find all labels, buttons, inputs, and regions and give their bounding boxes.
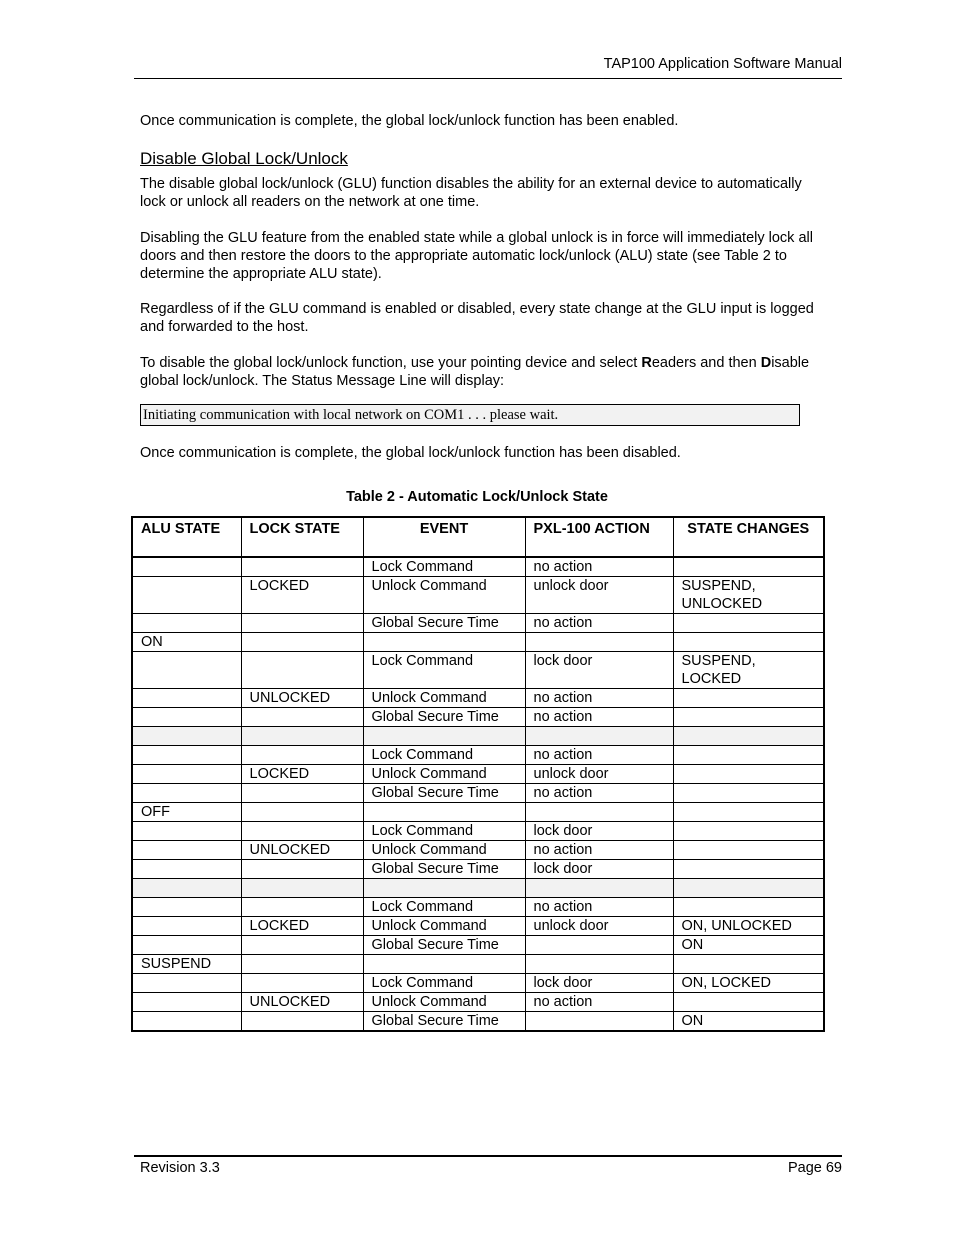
status-message-line: Initiating communication with local network on COM1 . . . please wait. — [140, 404, 800, 426]
state-changes-cell — [673, 557, 824, 577]
header-title: TAP100 Application Software Manual — [603, 56, 842, 72]
table-row — [132, 936, 824, 955]
alu-state-cell — [132, 898, 241, 917]
action-cell — [525, 633, 673, 652]
table-row — [132, 974, 824, 993]
action-cell — [525, 727, 673, 746]
state-changes-cell: ON — [673, 936, 824, 955]
lock-state-cell: UNLOCKED — [241, 689, 363, 708]
state-changes-cell — [673, 993, 824, 1012]
table-row — [132, 727, 824, 746]
paragraph-glu-description: The disable global lock/unlock (GLU) function disables the ability for an external device to automatically lock or unlock all readers on the network at one time. — [140, 176, 802, 210]
event-cell — [363, 633, 525, 652]
table-row — [132, 879, 824, 898]
lock-state-cell: LOCKED — [241, 765, 363, 784]
action-cell: lock door — [525, 974, 673, 993]
event-cell: Lock Command — [363, 822, 525, 841]
header-rule — [134, 78, 842, 79]
lock-state-cell — [241, 860, 363, 879]
event-cell: Unlock Command — [363, 765, 525, 784]
table-row — [132, 557, 824, 577]
paragraph-instructions — [140, 354, 830, 390]
action-cell: no action — [525, 708, 673, 727]
footer-rule — [134, 1155, 842, 1157]
alu-state-cell — [132, 784, 241, 803]
action-cell — [525, 1012, 673, 1032]
table-row — [132, 898, 824, 917]
lock-state-cell — [241, 633, 363, 652]
lock-state-cell — [241, 614, 363, 633]
action-cell: no action — [525, 993, 673, 1012]
lock-state-cell — [241, 746, 363, 765]
action-cell: unlock door — [525, 765, 673, 784]
alu-state-cell — [132, 557, 241, 577]
action-cell: no action — [525, 614, 673, 633]
event-cell: Lock Command — [363, 652, 525, 689]
event-cell: Unlock Command — [363, 993, 525, 1012]
action-cell — [525, 936, 673, 955]
table-row — [132, 633, 824, 652]
state-changes-cell: ON — [673, 1012, 824, 1032]
table-row — [132, 652, 824, 689]
state-changes-cell: SUSPEND, LOCKED — [673, 652, 824, 689]
lock-state-cell — [241, 784, 363, 803]
alu-state-cell: OFF — [132, 803, 241, 822]
alu-state-cell — [132, 879, 241, 898]
action-cell: lock door — [525, 822, 673, 841]
lock-state-cell: LOCKED — [241, 577, 363, 614]
action-cell: no action — [525, 689, 673, 708]
footer-revision: Revision 3.3 — [140, 1160, 220, 1176]
table-row — [132, 803, 824, 822]
event-cell: Global Secure Time — [363, 708, 525, 727]
table-row — [132, 917, 824, 936]
table-caption: Table 2 - Automatic Lock/Unlock State — [346, 489, 608, 505]
table-row — [132, 708, 824, 727]
event-cell: Global Secure Time — [363, 614, 525, 633]
table-row — [132, 577, 824, 614]
event-cell: Unlock Command — [363, 689, 525, 708]
alu-state-cell — [132, 765, 241, 784]
state-changes-cell — [673, 860, 824, 879]
action-cell: no action — [525, 784, 673, 803]
table-row — [132, 746, 824, 765]
state-changes-cell — [673, 633, 824, 652]
alu-state-table — [131, 516, 825, 1032]
event-cell: Unlock Command — [363, 577, 525, 614]
state-changes-cell — [673, 803, 824, 822]
table-row — [132, 841, 824, 860]
lock-state-cell — [241, 955, 363, 974]
table-row — [132, 955, 824, 974]
paragraph-disabled-confirmation: Once communication is complete, the global lock/unlock function has been disabled. — [140, 445, 681, 461]
table-row — [132, 1012, 824, 1032]
alu-state-cell — [132, 822, 241, 841]
header-pxl-action: PXL-100 ACTION — [525, 517, 673, 557]
state-changes-cell — [673, 746, 824, 765]
action-cell: no action — [525, 898, 673, 917]
alu-state-cell: ON — [132, 633, 241, 652]
table-row — [132, 822, 824, 841]
header-lock-state: LOCK STATE — [241, 517, 363, 557]
lock-state-cell — [241, 708, 363, 727]
event-cell: Lock Command — [363, 746, 525, 765]
instructions-text-2: eaders and then — [651, 355, 761, 371]
footer-page-number: Page 69 — [787, 1160, 842, 1176]
table-row — [132, 993, 824, 1012]
state-changes-cell — [673, 841, 824, 860]
state-changes-cell: ON, UNLOCKED — [673, 917, 824, 936]
alu-state-cell: SUSPEND — [132, 955, 241, 974]
instructions-mnemonic-r: R — [641, 355, 652, 371]
lock-state-cell — [241, 974, 363, 993]
event-cell: Lock Command — [363, 974, 525, 993]
lock-state-cell — [241, 936, 363, 955]
state-changes-cell — [673, 784, 824, 803]
action-cell — [525, 879, 673, 898]
action-cell: no action — [525, 841, 673, 860]
action-cell: lock door — [525, 860, 673, 879]
action-cell: no action — [525, 746, 673, 765]
alu-state-cell — [132, 974, 241, 993]
lock-state-cell — [241, 727, 363, 746]
alu-state-cell — [132, 614, 241, 633]
event-cell — [363, 879, 525, 898]
state-changes-cell — [673, 614, 824, 633]
alu-state-cell — [132, 577, 241, 614]
alu-state-cell — [132, 727, 241, 746]
action-cell: unlock door — [525, 917, 673, 936]
lock-state-cell — [241, 803, 363, 822]
state-changes-cell — [673, 822, 824, 841]
table-row — [132, 765, 824, 784]
alu-state-cell — [132, 917, 241, 936]
lock-state-cell — [241, 557, 363, 577]
alu-state-cell — [132, 936, 241, 955]
lock-state-cell — [241, 898, 363, 917]
event-cell — [363, 955, 525, 974]
table-row — [132, 860, 824, 879]
state-changes-cell — [673, 689, 824, 708]
table-row — [132, 689, 824, 708]
action-cell: unlock door — [525, 577, 673, 614]
action-cell: lock door — [525, 652, 673, 689]
event-cell: Unlock Command — [363, 917, 525, 936]
instructions-mnemonic-d: D — [760, 355, 772, 371]
event-cell: Global Secure Time — [363, 860, 525, 879]
state-changes-cell — [673, 708, 824, 727]
action-cell — [525, 803, 673, 822]
lock-state-cell: UNLOCKED — [241, 841, 363, 860]
event-cell: Lock Command — [363, 557, 525, 577]
alu-state-cell — [132, 1012, 241, 1032]
lock-state-cell: LOCKED — [241, 917, 363, 936]
header-state-changes: STATE CHANGES — [673, 517, 824, 557]
section-heading: Disable Global Lock/Unlock — [140, 149, 348, 168]
table-row — [132, 614, 824, 633]
lock-state-cell — [241, 822, 363, 841]
alu-state-cell — [132, 841, 241, 860]
event-cell — [363, 803, 525, 822]
state-changes-cell: SUSPEND, UNLOCKED — [673, 577, 824, 614]
alu-state-cell — [132, 746, 241, 765]
alu-state-cell — [132, 689, 241, 708]
alu-state-cell — [132, 652, 241, 689]
lock-state-cell — [241, 879, 363, 898]
paragraph-disable-behavior: Disabling the GLU feature from the enabled state while a global unlock is in force will immediately lock all doors and then restore the doors to the appropriate automatic lock/unlock (ALU) state (see Table 2 to determine the appropriate ALU state). — [140, 230, 813, 282]
alu-state-cell — [132, 860, 241, 879]
event-cell: Unlock Command — [363, 841, 525, 860]
alu-state-cell — [132, 993, 241, 1012]
action-cell: no action — [525, 557, 673, 577]
lock-state-cell — [241, 1012, 363, 1032]
event-cell: Global Secure Time — [363, 784, 525, 803]
instructions-text-1: To disable the global lock/unlock function, use your pointing device and select — [140, 355, 642, 371]
state-changes-cell — [673, 727, 824, 746]
lock-state-cell: UNLOCKED — [241, 993, 363, 1012]
state-changes-cell — [673, 955, 824, 974]
state-changes-cell — [673, 765, 824, 784]
header-event: EVENT — [363, 517, 525, 557]
event-cell: Global Secure Time — [363, 1012, 525, 1032]
event-cell — [363, 727, 525, 746]
table-row — [132, 784, 824, 803]
state-changes-cell: ON, LOCKED — [673, 974, 824, 993]
state-changes-cell — [673, 879, 824, 898]
alu-state-cell — [132, 708, 241, 727]
instructions-text-3: isable global lock/unlock. The Status Message Line will display: — [140, 355, 810, 389]
lock-state-cell — [241, 652, 363, 689]
event-cell: Lock Command — [363, 898, 525, 917]
header-alu-state: ALU STATE — [132, 517, 241, 557]
state-changes-cell — [673, 898, 824, 917]
table-header-row — [132, 517, 824, 557]
action-cell — [525, 955, 673, 974]
paragraph-logging: Regardless of if the GLU command is enabled or disabled, every state change at the GLU input is logged and forwarded to the host. — [140, 301, 814, 335]
paragraph-enabled-confirmation: Once communication is complete, the global lock/unlock function has been enabled. — [140, 113, 679, 129]
event-cell: Global Secure Time — [363, 936, 525, 955]
